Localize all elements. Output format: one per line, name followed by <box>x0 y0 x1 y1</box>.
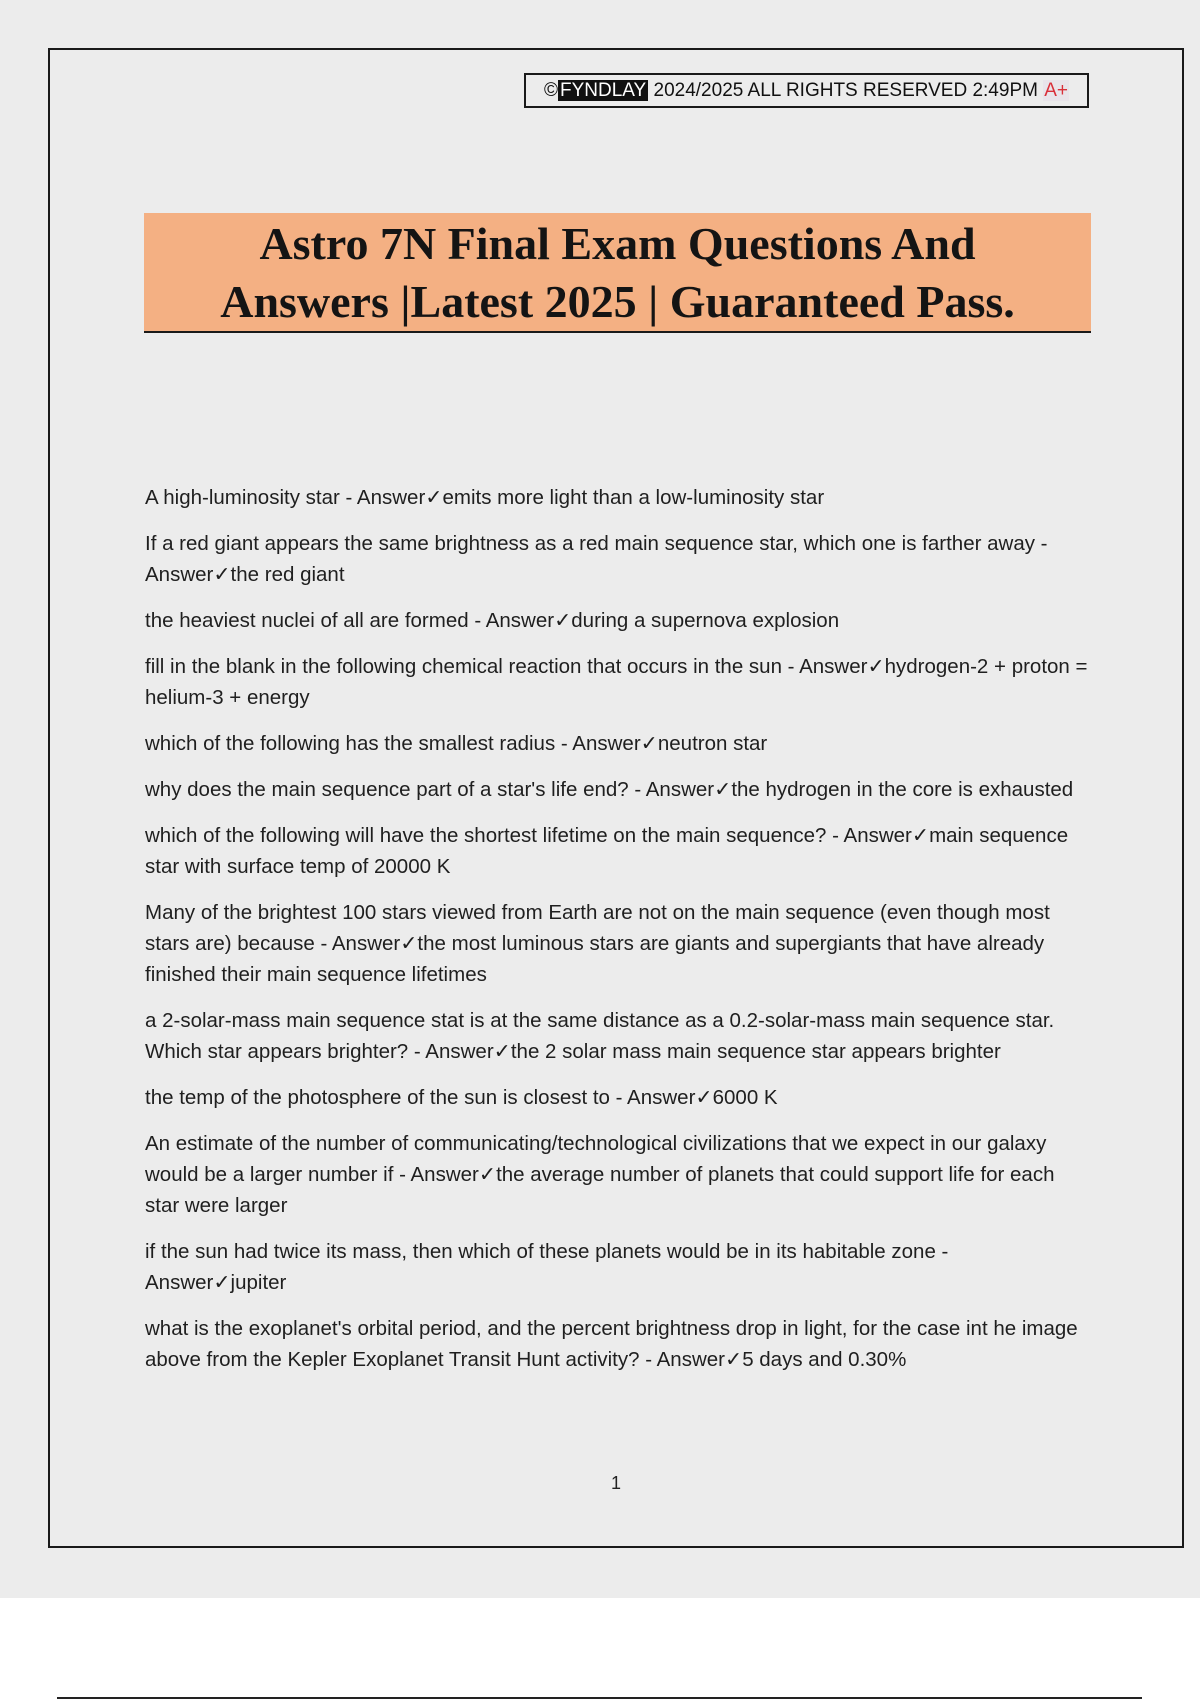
question-text: A high-luminosity star <box>145 486 340 509</box>
grade-badge: A+ <box>1044 80 1068 101</box>
qa-item <box>145 482 1090 513</box>
question-text: An estimate of the number of communicating/technological civilizations that we expect in our galaxy would be a larger number if <box>145 1132 1047 1186</box>
check-mark-icon: ✓ <box>425 486 443 509</box>
question-text: Many of the brightest 100 stars viewed from Earth are not on the main sequence (even though most stars are) because <box>145 901 1050 955</box>
check-mark-icon: ✓ <box>478 1163 497 1186</box>
brand-name: FYNDLAY <box>560 80 647 101</box>
check-mark-icon: ✓ <box>714 778 732 801</box>
question-text: the temp of the photosphere of the sun is closest to <box>145 1086 610 1109</box>
answer-text: jupiter <box>230 1271 287 1294</box>
qa-item <box>145 1236 1090 1298</box>
check-mark-icon: ✓ <box>400 932 418 955</box>
qa-item <box>145 897 1090 990</box>
check-mark-icon: ✓ <box>725 1348 743 1371</box>
answer-text: hydrogen-2 + proton = helium-3 + energy <box>145 655 1088 709</box>
answer-label: - Answer <box>145 1240 949 1294</box>
title-banner <box>144 213 1091 333</box>
copyright-text: 2024/2025 ALL RIGHTS RESERVED 2:49PM <box>648 80 1044 101</box>
qa-item <box>145 1313 1090 1375</box>
question-text: why does the main sequence part of a star's life end? <box>145 778 629 801</box>
check-mark-icon: ✓ <box>213 563 231 586</box>
copyright-header <box>524 73 1089 108</box>
answer-label: - Answer <box>339 486 426 509</box>
answer-text: the 2 solar mass main sequence star appears brighter <box>510 1040 1001 1063</box>
answer-label: - Answer <box>145 532 1048 586</box>
answer-text: main sequence star with surface temp of 20000 K <box>145 824 1069 878</box>
answer-text: 5 days and 0.30% <box>742 1348 907 1371</box>
qa-item <box>145 728 1090 759</box>
answer-label: - Answer <box>468 609 555 632</box>
next-page-rule <box>57 1697 1142 1699</box>
qa-item <box>145 1005 1090 1067</box>
check-mark-icon: ✓ <box>640 732 658 755</box>
question-text: If a red giant appears the same brightness as a red main sequence star, which one is farther away <box>145 532 1035 555</box>
answer-label: - Answer <box>639 1348 725 1371</box>
qa-item <box>145 651 1090 713</box>
title-line-1: Astro 7N Final Exam Questions And <box>259 218 976 269</box>
qa-item <box>145 1128 1090 1221</box>
page-number: 1 <box>610 1473 621 1493</box>
question-text: fill in the blank in the following chemical reaction that occurs in the sun <box>145 655 782 678</box>
answer-label: - Answer <box>609 1086 696 1109</box>
answer-label: - Answer <box>781 655 868 678</box>
question-text: if the sun had twice its mass, then which of these planets would be in its habitable zone <box>145 1240 936 1263</box>
qa-item <box>145 605 1090 636</box>
answer-text: the average number of planets that could support life for each star were larger <box>145 1163 1055 1217</box>
question-text: which of the following has the smallest radius <box>145 732 556 755</box>
qa-item <box>145 528 1090 590</box>
answer-text: during a supernova explosion <box>571 609 840 632</box>
check-mark-icon: ✓ <box>867 655 885 678</box>
question-answer-list <box>145 482 1090 1390</box>
answer-text: neutron star <box>657 732 768 755</box>
answer-label: - Answer <box>555 732 641 755</box>
answer-label: - Answer <box>628 778 715 801</box>
check-mark-icon: ✓ <box>493 1040 511 1063</box>
question-text: what is the exoplanet's orbital period, and the percent brightness drop in light, for the case int he image above from the Kepler Exoplanet Transit Hunt activity? <box>145 1317 1078 1371</box>
answer-label: - Answer <box>314 932 401 955</box>
check-mark-icon: ✓ <box>554 609 572 632</box>
answer-text: 6000 K <box>712 1086 778 1109</box>
question-text: a 2-solar-mass main sequence stat is at the same distance as a 0.2-solar-mass main sequence star. Which star appears brighter? <box>145 1009 1055 1063</box>
question-text: the heaviest nuclei of all are formed <box>145 609 469 632</box>
copyright-symbol: © <box>544 80 558 101</box>
title-line-2: Answers |Latest 2025 | Guaranteed Pass. <box>220 276 1015 327</box>
qa-item <box>145 820 1090 882</box>
answer-text: the most luminous stars are giants and supergiants that have already finished their main sequence lifetimes <box>145 932 1045 986</box>
answer-text: the red giant <box>230 563 345 586</box>
answer-label: - Answer <box>393 1163 479 1186</box>
answer-label: - Answer <box>408 1040 494 1063</box>
question-text: which of the following will have the shortest lifetime on the main sequence? <box>145 824 827 847</box>
qa-item <box>145 1082 1090 1113</box>
check-mark-icon: ✓ <box>911 824 930 847</box>
check-mark-icon: ✓ <box>695 1086 713 1109</box>
answer-text: emits more light than a low-luminosity star <box>442 486 825 509</box>
qa-item <box>145 774 1090 805</box>
answer-label: - Answer <box>826 824 912 847</box>
check-mark-icon: ✓ <box>213 1271 231 1294</box>
answer-text: the hydrogen in the core is exhausted <box>731 778 1074 801</box>
